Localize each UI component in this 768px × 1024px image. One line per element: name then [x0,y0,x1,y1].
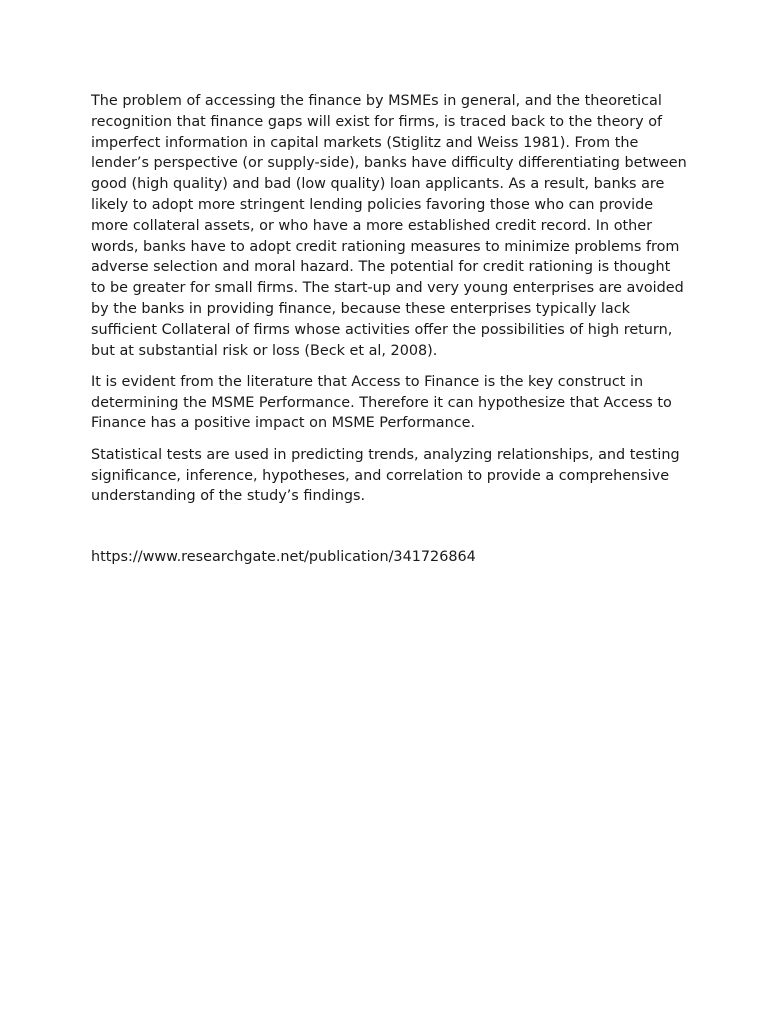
document-body [91,91,687,578]
paragraph-access-to-finance: It is evident from the literature that Access to Finance is the key construct in determining the MSME Performance. Therefore it can hypothesize that Access to Finance has a positive impact on MSME Performance. [91,373,672,432]
source-url: https://www.researchgate.net/publication/341726864 [91,549,476,566]
paragraph-finance-gap: The problem of accessing the finance by MSMEs in general, and the theoretical recognition that finance gaps will exist for firms, is traced back to the theory of imperfect information in capital markets (Stiglitz and Weiss 1981). From the lender’s perspective (or supply-side), banks have difficulty differentiating between good (high quality) and bad (low quality) loan applicants. As a result, banks are likely to adopt more stringent lending policies favoring those who can provide more collateral assets, or who have a more established credit record. In other words, banks have to adopt credit rationing measures to minimize problems from adverse selection and moral hazard. The potential for credit rationing is thought to be greater for small firms. The start-up and very young enterprises are avoided by the banks in providing finance, because these enterprises typically lack sufficient Collateral of firms whose activities offer the possibilities of high return, but at substantial risk or loss (Beck et al, 2008). [91,93,687,359]
paragraph-statistical-tests: Statistical tests are used in predicting trends, analyzing relationships, and testing significance, inference, hypotheses, and correlation to provide a comprehensive understanding of the study’s findings. [91,446,680,505]
